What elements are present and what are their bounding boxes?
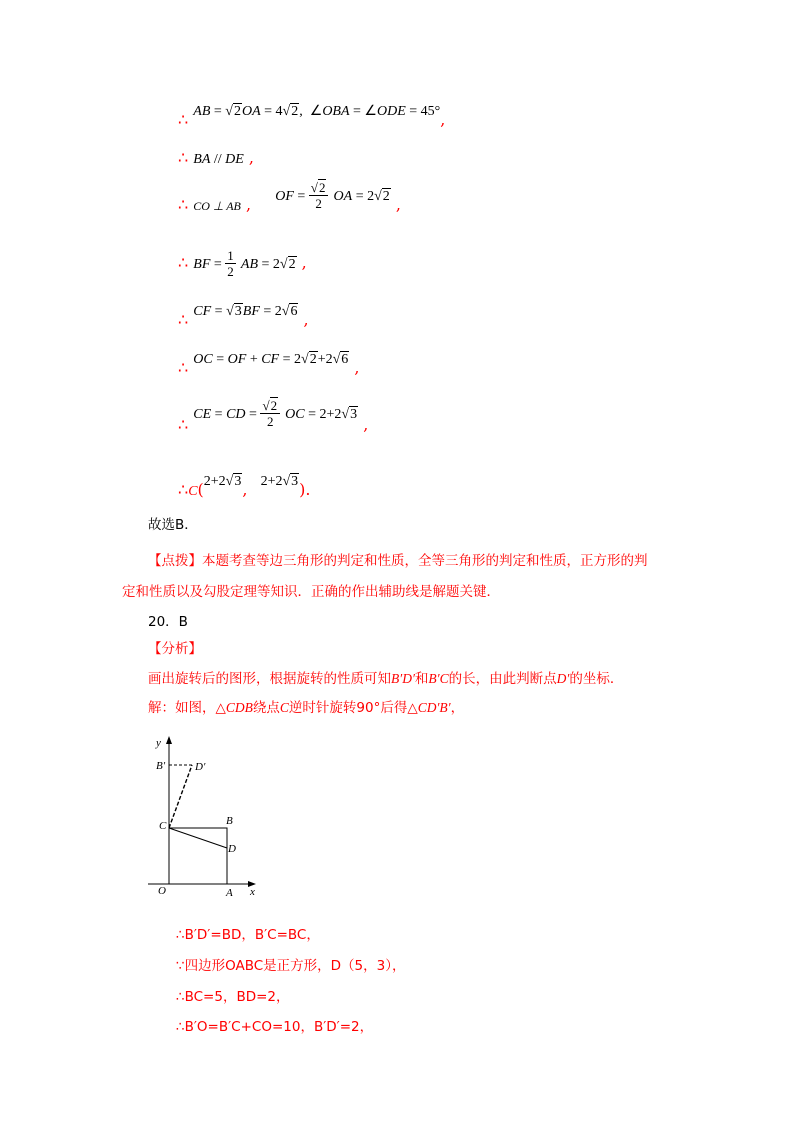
y-axis-arrow: [166, 736, 172, 744]
final-line-2: ∵四边形OABC是正方形，D（5，3），: [176, 958, 406, 974]
segment-cdp: [169, 765, 192, 828]
question-20-answer: 20．B: [148, 614, 188, 630]
therefore-symbol: ∴: [178, 110, 189, 129]
label-d: D: [228, 843, 236, 855]
solution-text: 解：如图，△CDB绕点C逆时针旋转90°后得△CD′B′，: [148, 700, 465, 716]
label-b: B: [226, 815, 233, 827]
final-line-4: ∴B′O=B′C+CO=10，B′D′=2，: [176, 1019, 374, 1035]
tip-line-1: [148, 548, 648, 574]
tip-text-1: 本题考查等边三角形的判定和性质，全等三角形的判定和性质，正方形的判: [202, 553, 648, 569]
therefore-symbol: ∴: [178, 358, 189, 377]
label-a: A: [226, 887, 233, 899]
step-3: ∴ $_{CO \perp AB}$ , OF = $\frac{√2}{2}$ OA = 2√2 ,: [178, 180, 401, 214]
therefore-symbol: ∴: [178, 310, 189, 329]
label-d-prime: D′: [195, 761, 206, 773]
step-1: ∴ AB = √2OA = 4√2, ∠OBA = ∠ODE = 45°,: [178, 104, 446, 129]
final-line-1: ∴B′D′=BD，B′C=BC，: [176, 927, 320, 943]
segment-cd: [169, 828, 227, 848]
therefore-symbol: ∴: [178, 415, 189, 434]
step-8: ∴C(2+2√3, 2+2√3).: [178, 474, 311, 499]
label-c: C: [159, 820, 167, 832]
square-oabc: [169, 828, 227, 884]
analysis-label: 【分析】: [148, 641, 202, 657]
step-4: ∴ BF = $\frac{1}{2}$ AB = 2√2 ,: [178, 248, 307, 279]
therefore-symbol: ∴: [178, 148, 189, 167]
label-y: y: [156, 737, 161, 749]
step-5: ∴ CF = √3BF = 2√6 ,: [178, 304, 309, 329]
step-6: ∴ OC = OF + CF = 2√2+2√6 ,: [178, 352, 360, 377]
step-7: ∴ CE = CD = $\frac{√2}{2}$ OC = 2+2√3 ,: [178, 398, 369, 434]
tip-line-2: 定和性质以及勾股定理等知识．正确的作出辅助线是解题关键．: [122, 584, 500, 600]
final-line-3: ∴BC=5，BD=2，: [176, 989, 290, 1005]
label-b-prime: B′: [156, 760, 166, 772]
label-x: x: [250, 886, 255, 898]
therefore-symbol: ∴: [178, 480, 189, 499]
tip-label: 【点拨】: [148, 553, 202, 569]
analysis-text: 画出旋转后的图形，根据旋转的性质可知B′D′和B′C的长，由此判断点D′的坐标．: [148, 671, 624, 687]
therefore-symbol: ∴: [178, 195, 189, 214]
rotation-figure: [140, 732, 270, 904]
step-2: ∴ BA // DE ,: [178, 148, 255, 167]
answer-19: 故选B．: [148, 517, 198, 533]
therefore-symbol: ∴: [178, 253, 189, 272]
label-o: O: [158, 885, 166, 897]
